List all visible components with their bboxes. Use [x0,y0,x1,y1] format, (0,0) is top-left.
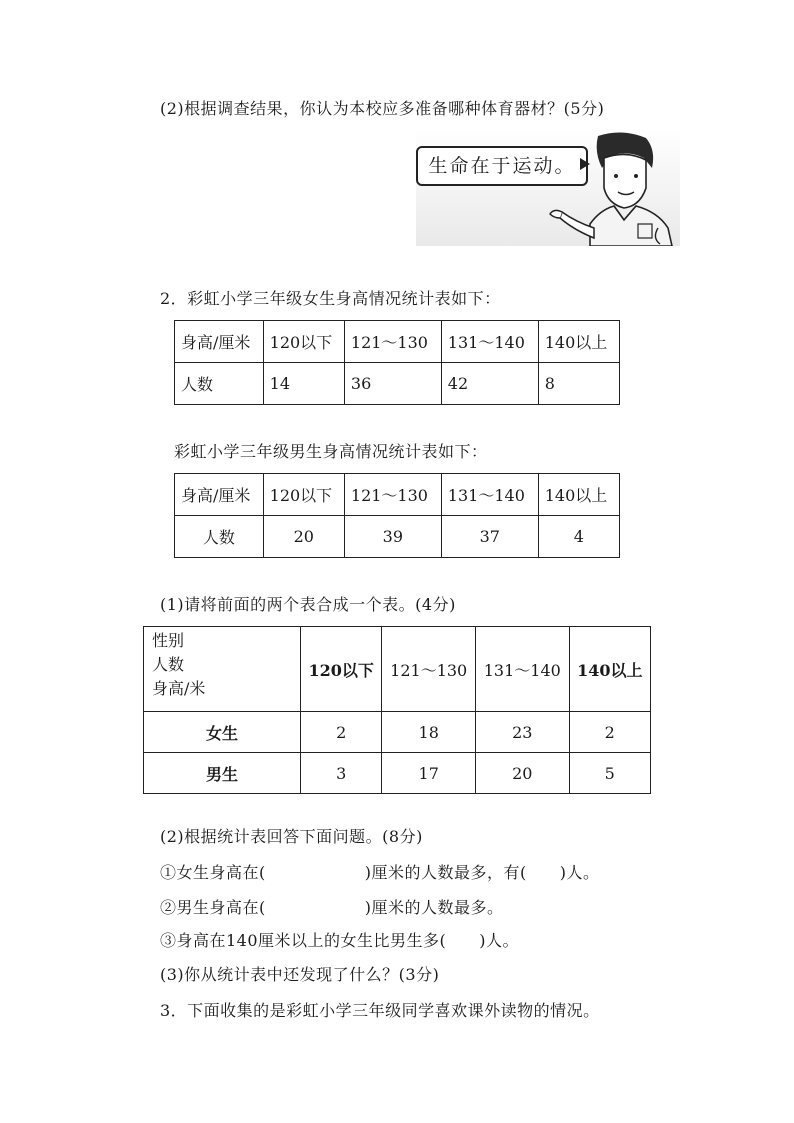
table-row [175,516,620,558]
table-row [144,753,651,794]
part-2-instruction: (2)根据统计表回答下面问题。(8分) [160,827,423,846]
corner-label-count: 人数 [152,655,185,674]
table-cell: 121～130 [344,321,441,363]
table-cell: 140以上 [569,627,650,712]
table-cell: 20 [263,516,344,558]
table-cell: 身高/厘米 [175,321,264,363]
table-cell: 140以上 [538,474,619,516]
table-cell: 121～130 [344,474,441,516]
table-cell: 131～140 [441,321,538,363]
table-cell: 人数 [175,363,264,405]
table-cell: 140以上 [538,321,619,363]
boys-table-title: 彩虹小学三年级男生身高情况统计表如下： [174,442,488,461]
corner-label-gender: 性别 [152,631,185,650]
table-cell: 2 [569,712,650,753]
table-cell: 121～130 [382,627,476,712]
question-1-part-2: (2)根据调查结果，你认为本校应多准备哪种体育器材？(5分) [160,99,605,118]
part-2-question-2: ②男生身高在( )厘米的人数最多。 [160,898,504,917]
corner-cell [144,627,301,712]
speech-bubble: 生命在于运动。 [416,146,588,186]
table-row [144,712,651,753]
row-label: 女生 [144,712,301,753]
table-cell: 42 [441,363,538,405]
table-cell: 身高/厘米 [175,474,264,516]
part-2-question-3: ③身高在140厘米以上的女生比男生多( )人。 [160,931,520,950]
table-header-row [175,474,620,516]
table-cell: 120以下 [301,627,382,712]
table-cell: 39 [344,516,441,558]
boys-height-table [174,473,620,558]
part-3-instruction: (3)你从统计表中还发现了什么？(3分) [160,965,440,984]
corner-label-height: 身高/米 [152,679,206,698]
table-header-row [144,627,651,712]
question-2-title: 2．彩虹小学三年级女生身高情况统计表如下： [160,289,501,308]
table-cell: 17 [382,753,476,794]
table-cell: 18 [382,712,476,753]
table-cell: 131～140 [441,474,538,516]
table-cell: 131～140 [475,627,569,712]
table-cell: 4 [538,516,619,558]
table-cell: 人数 [175,516,264,558]
row-label: 男生 [144,753,301,794]
table-cell: 120以下 [263,321,344,363]
table-header-row [175,321,620,363]
table-row [175,363,620,405]
table-cell: 14 [263,363,344,405]
combined-height-table [143,626,651,794]
question-3-title: 3．下面收集的是彩虹小学三年级同学喜欢课外读物的情况。 [160,1001,600,1020]
table-cell: 23 [475,712,569,753]
table-cell: 8 [538,363,619,405]
table-cell: 5 [569,753,650,794]
table-cell: 2 [301,712,382,753]
speech-bubble-tail [580,158,590,170]
table-cell: 120以下 [263,474,344,516]
table-cell: 3 [301,753,382,794]
girls-height-table [174,320,620,405]
table-cell: 36 [344,363,441,405]
part-2-question-1: ①女生身高在( )厘米的人数最多，有( )人。 [160,863,600,882]
part-1-instruction: (1)请将前面的两个表合成一个表。(4分) [160,595,456,614]
table-cell: 37 [441,516,538,558]
table-cell: 20 [475,753,569,794]
